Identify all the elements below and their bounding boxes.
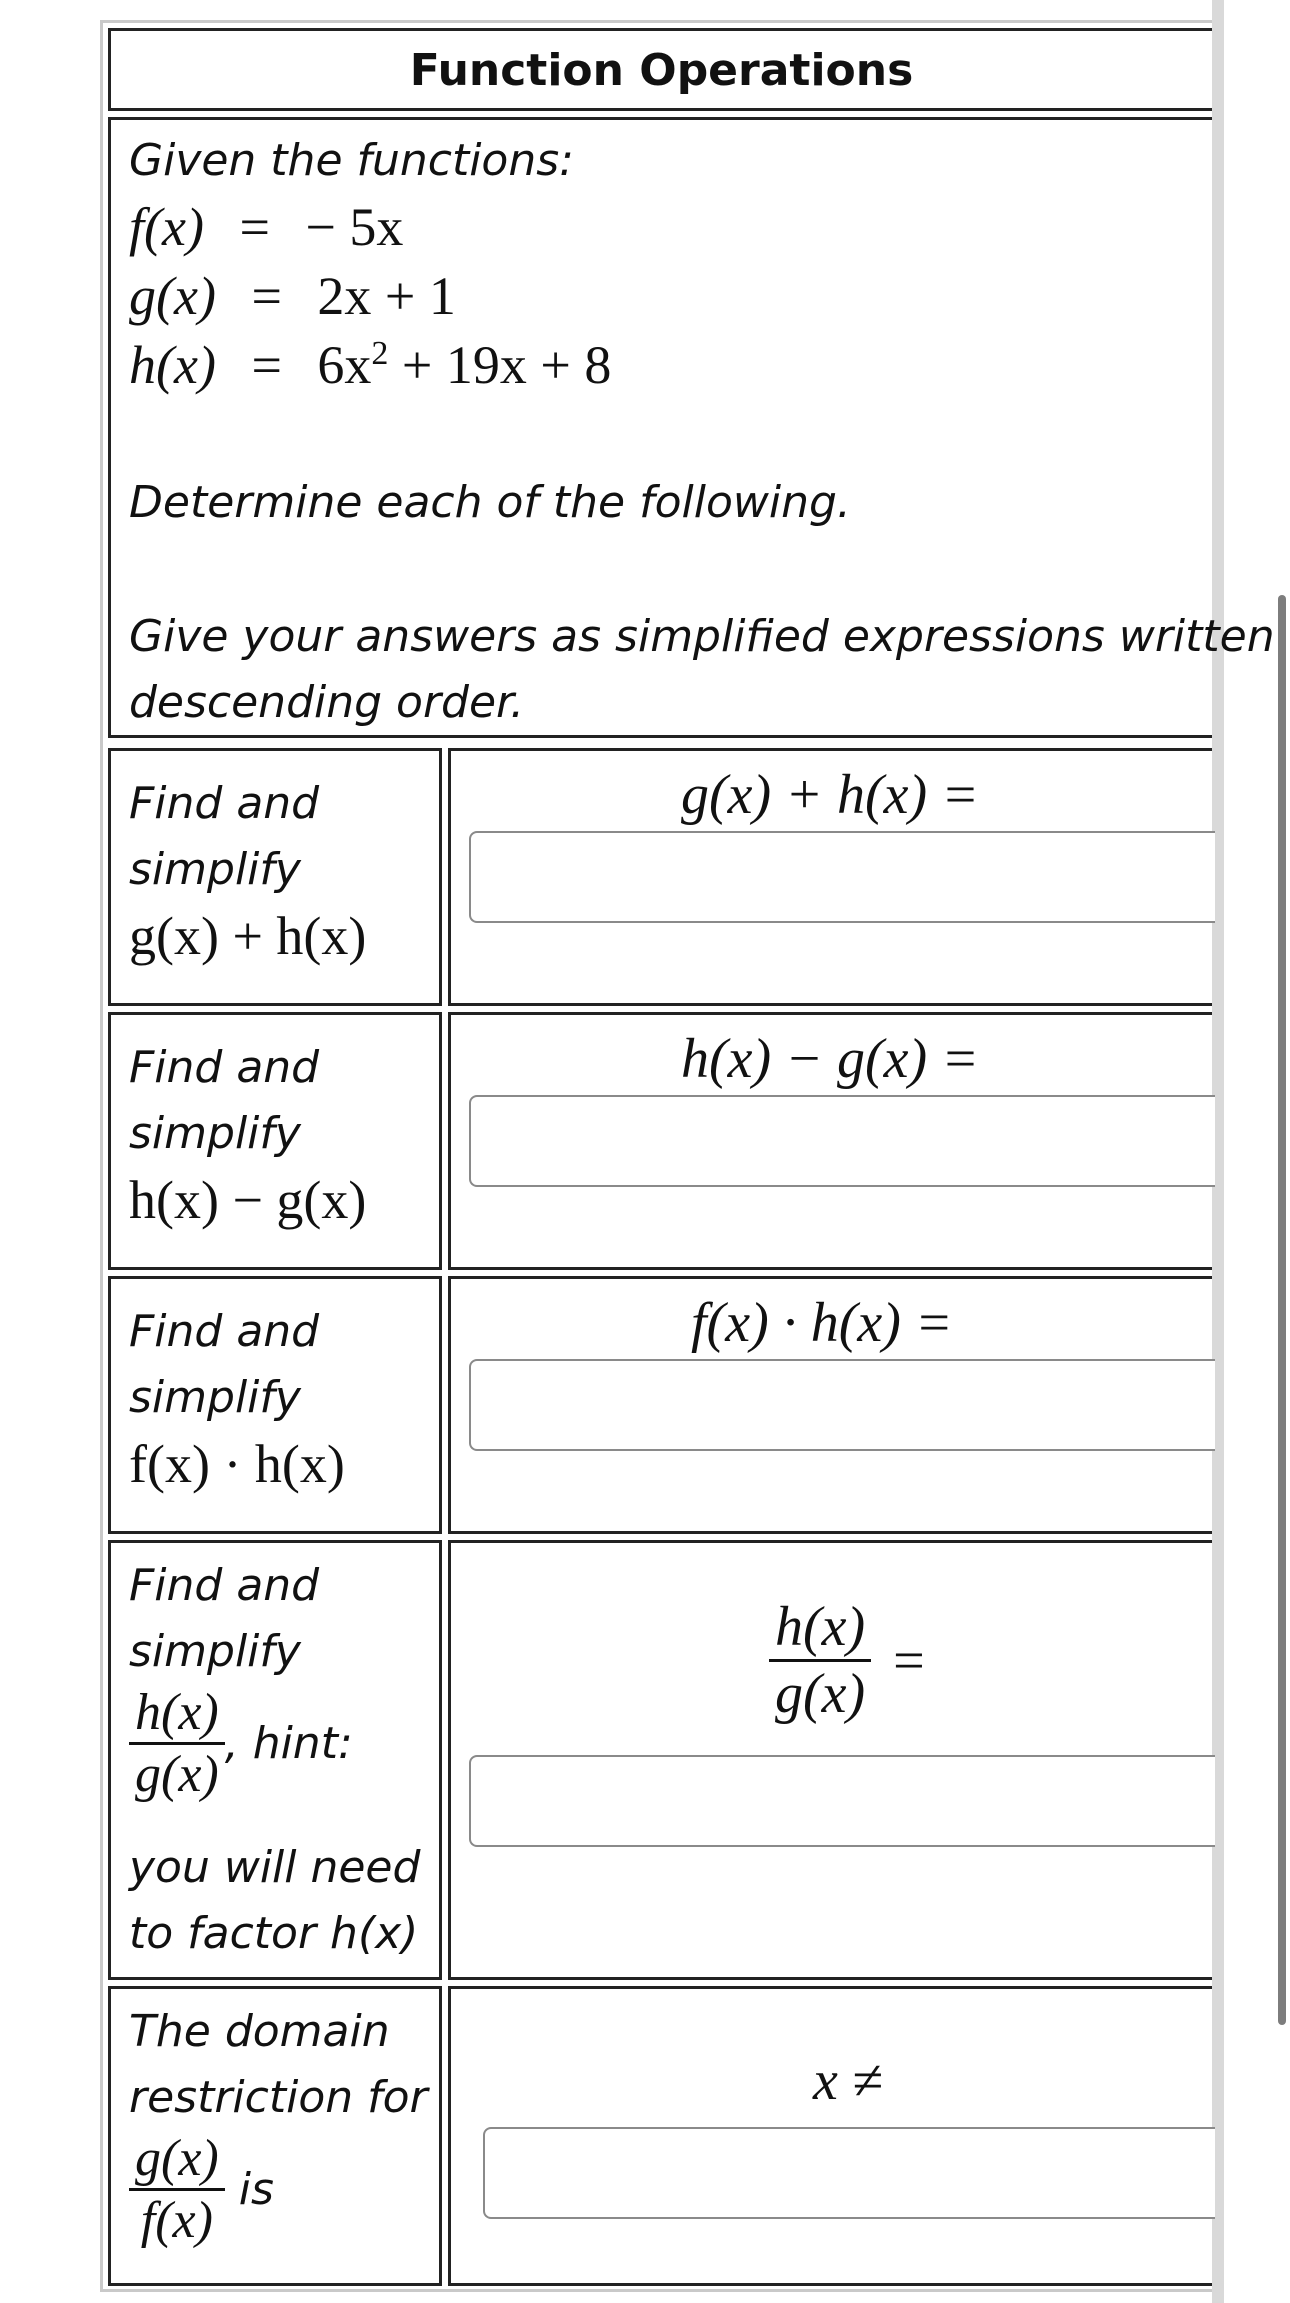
row-5-label-frac-num: g(x)	[129, 2129, 225, 2191]
row-3-answer-input[interactable]	[469, 1359, 1215, 1451]
f-rhs: − 5x	[305, 197, 404, 257]
row-4-label-line-4: you will need	[129, 1842, 421, 1893]
row-2-answer-input[interactable]	[469, 1095, 1215, 1187]
row-2-label-math: h(x) − g(x)	[129, 1170, 367, 1230]
row-5-label-line-1: The domain	[129, 2006, 390, 2057]
row-4-label-line-2: simplify	[129, 1626, 301, 1677]
f-lhs: f(x)	[129, 197, 204, 257]
row-5-label-frac-den: f(x)	[140, 2192, 213, 2249]
row-1-label-line-2: simplify	[129, 844, 301, 895]
row-5-is-text: is	[238, 2164, 274, 2215]
given-intro: Given the functions:	[129, 135, 574, 186]
row-1-answer-input[interactable]	[469, 831, 1215, 923]
h-exponent: 2	[371, 335, 389, 372]
row-5-label-line-2: restriction for	[129, 2072, 428, 2123]
row-4-answer-frac-num: h(x)	[769, 1595, 871, 1662]
h-definition	[129, 334, 611, 396]
row-4-answer-cell	[448, 1540, 1212, 1980]
instruction-line-2: descending order.	[129, 677, 525, 728]
row-5-answer-cell	[448, 1986, 1212, 2286]
g-lhs: g(x)	[129, 266, 216, 326]
row-4-label-fraction	[129, 1683, 225, 1804]
row-4-answer-input[interactable]	[469, 1755, 1215, 1847]
row-4-label-fraction-line	[129, 1683, 353, 1804]
h-equals: =	[251, 335, 282, 395]
row-2-label-line-2: simplify	[129, 1108, 301, 1159]
scrollbar-thumb[interactable]	[1278, 595, 1286, 2025]
row-1-label-cell	[108, 748, 442, 1006]
g-equals: =	[251, 266, 282, 326]
row-5-answer-input[interactable]	[483, 2127, 1215, 2219]
row-1-answer-prompt: g(x) + h(x) =	[681, 764, 979, 826]
h-rhs-b: + 19x + 8	[388, 335, 612, 395]
row-3-label-math: f(x) · h(x)	[129, 1434, 345, 1494]
row-2-answer-cell	[448, 1012, 1212, 1270]
row-4-hint-text: , hint:	[224, 1718, 353, 1769]
row-2-answer-prompt: h(x) − g(x) =	[681, 1028, 979, 1090]
row-4-answer-fraction	[769, 1595, 871, 1726]
f-definition	[129, 196, 403, 258]
row-3-label-cell	[108, 1276, 442, 1534]
row-2-label-line-1: Find and	[129, 1042, 320, 1093]
row-5-label-cell	[108, 1986, 442, 2286]
g-definition	[129, 265, 456, 327]
row-5-label-fraction	[129, 2129, 225, 2250]
row-3-label-line-2: simplify	[129, 1372, 301, 1423]
row-4-label-frac-den: g(x)	[135, 1746, 219, 1803]
row-5-label-fraction-line	[129, 2129, 274, 2250]
instruction-line-1: Give your answers as simplified expressions written	[129, 611, 1275, 662]
f-equals: =	[239, 197, 270, 257]
row-3-label-line-1: Find and	[129, 1306, 320, 1357]
row-4-label-frac-num: h(x)	[129, 1683, 225, 1745]
page-title: Function Operations	[409, 45, 914, 96]
row-1-answer-cell	[448, 748, 1212, 1006]
row-1-label-line-1: Find and	[129, 778, 320, 829]
row-5-answer-prompt: x ≠	[813, 2050, 883, 2112]
row-1-label-math: g(x) + h(x)	[129, 906, 367, 966]
row-2-label-cell	[108, 1012, 442, 1270]
given-functions-cell	[108, 117, 1275, 738]
row-4-answer-prompt	[769, 1595, 925, 1726]
row-3-answer-cell	[448, 1276, 1212, 1534]
determine-text: Determine each of the following.	[129, 477, 851, 528]
h-rhs-a: 6x	[317, 335, 372, 395]
g-rhs: 2x + 1	[317, 266, 456, 326]
row-4-answer-frac-den: g(x)	[775, 1663, 866, 1725]
row-3-answer-prompt: f(x) · h(x) =	[691, 1292, 953, 1354]
h-lhs: h(x)	[129, 335, 216, 395]
row-4-label-cell	[108, 1540, 442, 1980]
title-cell	[108, 28, 1212, 111]
row-4-label-line-5: to factor h(x)	[129, 1908, 419, 1959]
row-4-answer-equals: =	[893, 1629, 925, 1692]
row-4-label-line-1: Find and	[129, 1560, 320, 1611]
